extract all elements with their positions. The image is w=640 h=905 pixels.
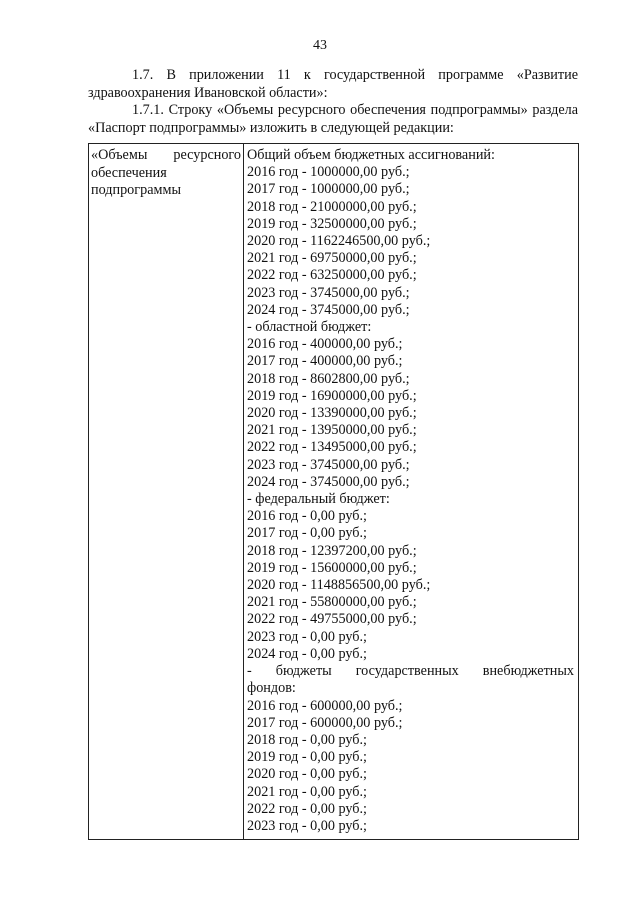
funds-label-word: - xyxy=(247,663,252,680)
year-amount-line: 2023 год - 0,00 руб.; xyxy=(247,628,368,645)
total-title: Общий объем бюджетных ассигнований: xyxy=(247,147,495,163)
row-label-line-3: подпрограммы xyxy=(91,182,181,198)
year-amount-line: 2019 год - 16900000,00 руб.; xyxy=(247,387,417,404)
funds-label-word: внебюджетных xyxy=(482,663,574,680)
row-label-cell xyxy=(89,144,244,839)
regional-list xyxy=(247,336,574,491)
year-amount-line: 2016 год - 0,00 руб.; xyxy=(247,508,368,525)
row-label-line-1 xyxy=(91,147,241,165)
year-amount-line: 2017 год - 0,00 руб.; xyxy=(247,525,368,542)
year-amount-line: 2021 год - 69750000,00 руб.; xyxy=(247,250,417,267)
federal-budget-label: - федеральный бюджет: xyxy=(247,491,390,508)
year-amount-line: 2016 год - 600000,00 руб.; xyxy=(247,697,403,714)
year-amount-line: 2016 год - 1000000,00 руб.; xyxy=(247,164,410,181)
paragraph-1-7-1: 1.7.1. Строку «Объемы ресурсного обеспечения подпрограммы» раздела «Паспорт подпрограммы» изложить в следующей редакции: xyxy=(88,102,578,136)
year-amount-line: 2017 год - 1000000,00 руб.; xyxy=(247,181,410,198)
year-amount-line: 2017 год - 600000,00 руб.; xyxy=(247,714,403,731)
year-amount-line: 2020 год - 1148856500,00 руб.; xyxy=(247,577,431,594)
row-value-cell xyxy=(244,144,578,839)
year-amount-line: 2023 год - 3745000,00 руб.; xyxy=(247,456,410,473)
page-number: 43 xyxy=(313,38,327,53)
total-list xyxy=(247,164,574,319)
year-amount-line: 2020 год - 1162246500,00 руб.; xyxy=(247,233,431,250)
funds-list xyxy=(247,698,574,836)
year-amount-line: 2024 год - 0,00 руб.; xyxy=(247,645,368,662)
year-amount-line: 2024 год - 3745000,00 руб.; xyxy=(247,301,410,318)
year-amount-line: 2019 год - 32500000,00 руб.; xyxy=(247,215,417,232)
year-amount-line: 2021 год - 55800000,00 руб.; xyxy=(247,594,417,611)
year-amount-line: 2023 год - 0,00 руб.; xyxy=(247,817,368,834)
funds-label xyxy=(247,663,574,680)
year-amount-line: 2020 год - 13390000,00 руб.; xyxy=(247,405,417,422)
row-label-word-2: ресурсного xyxy=(173,147,241,163)
year-amount-line: 2023 год - 3745000,00 руб.; xyxy=(247,284,410,301)
year-amount-line: 2022 год - 49755000,00 руб.; xyxy=(247,611,417,628)
year-amount-line: 2022 год - 13495000,00 руб.; xyxy=(247,439,417,456)
intro-text xyxy=(88,67,578,137)
passport-table xyxy=(88,143,579,840)
year-amount-line: 2022 год - 63250000,00 руб.; xyxy=(247,267,417,284)
year-amount-line: 2020 год - 0,00 руб.; xyxy=(247,766,368,783)
year-amount-line: 2018 год - 0,00 руб.; xyxy=(247,731,368,748)
year-amount-line: 2016 год - 400000,00 руб.; xyxy=(247,336,403,353)
year-amount-line: 2019 год - 15600000,00 руб.; xyxy=(247,559,417,576)
year-amount-line: 2022 год - 0,00 руб.; xyxy=(247,800,368,817)
year-amount-line: 2021 год - 13950000,00 руб.; xyxy=(247,422,417,439)
year-amount-line: 2017 год - 400000,00 руб.; xyxy=(247,353,403,370)
regional-budget-label: - областной бюджет: xyxy=(247,319,372,336)
funds-label-word: государственных xyxy=(355,663,459,680)
year-amount-line: 2019 год - 0,00 руб.; xyxy=(247,749,368,766)
row-label-line-2: обеспечения xyxy=(91,164,167,181)
year-amount-line: 2021 год - 0,00 руб.; xyxy=(247,783,368,800)
federal-list xyxy=(247,508,574,663)
year-amount-line: 2018 год - 8602800,00 руб.; xyxy=(247,370,410,387)
paragraph-1-7: 1.7. В приложении 11 к государственной программе «Развитие здравоохранения Ивановской области»: xyxy=(88,67,578,101)
funds-label-word: бюджеты xyxy=(275,663,332,680)
year-amount-line: 2024 год - 3745000,00 руб.; xyxy=(247,473,410,490)
year-amount-line: 2018 год - 12397200,00 руб.; xyxy=(247,542,417,559)
row-label-word-1: «Объемы xyxy=(91,147,148,163)
year-amount-line: 2018 год - 21000000,00 руб.; xyxy=(247,198,417,215)
funds-label-cont: фондов: xyxy=(247,680,296,697)
